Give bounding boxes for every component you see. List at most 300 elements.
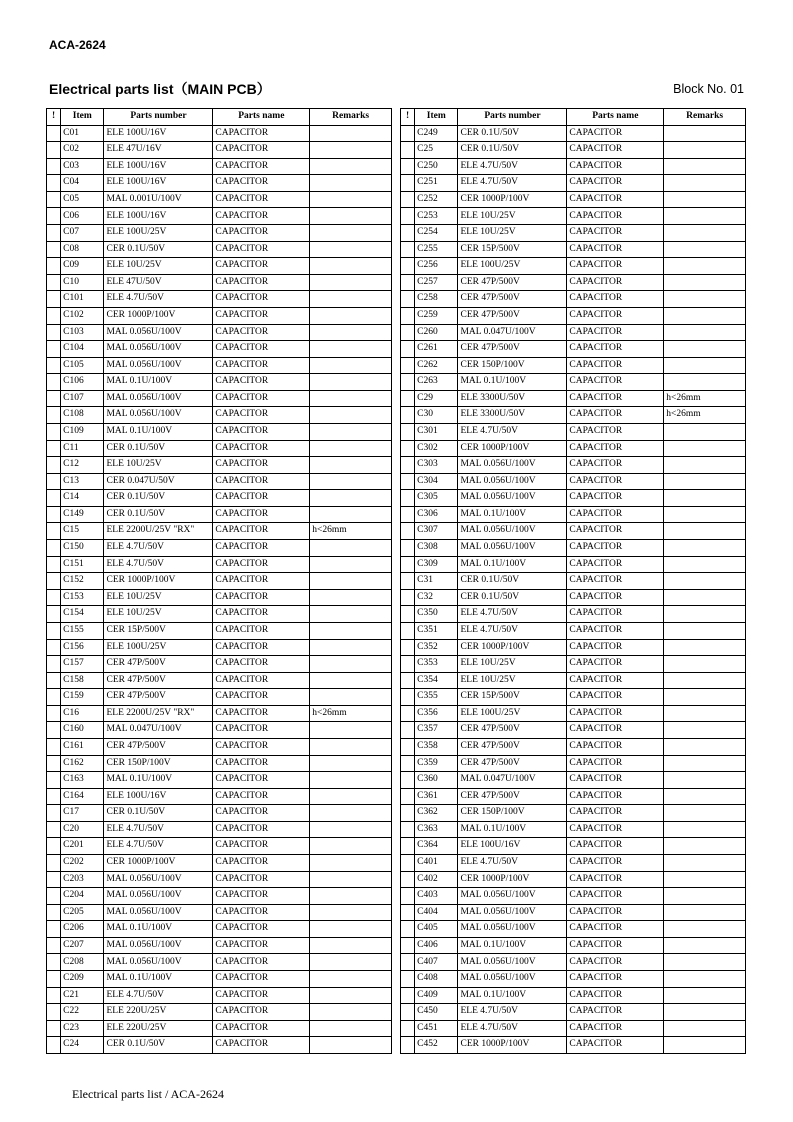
safety-mark-cell: [401, 589, 415, 606]
table-row: [47, 705, 392, 722]
safety-mark-cell: [47, 291, 61, 308]
parts-name-cell: CAPACITOR: [567, 523, 664, 540]
parts-name-cell: CAPACITOR: [567, 689, 664, 706]
parts-number-cell: ELE 4.7U/50V: [458, 1004, 567, 1021]
parts-number-cell: ELE 4.7U/50V: [458, 622, 567, 639]
remarks-cell: [664, 142, 746, 159]
item-cell: C154: [61, 606, 104, 623]
remarks-cell: [664, 937, 746, 954]
safety-mark-cell: [401, 374, 415, 391]
table-row: [401, 672, 746, 689]
parts-name-cell: CAPACITOR: [567, 341, 664, 358]
parts-number-cell: ELE 220U/25V: [104, 1020, 213, 1037]
parts-number-cell: ELE 10U/25V: [458, 672, 567, 689]
safety-mark-cell: [47, 722, 61, 739]
item-cell: C259: [415, 307, 458, 324]
parts-number-cell: MAL 0.1U/100V: [458, 506, 567, 523]
remarks-cell: [310, 407, 392, 424]
parts-number-cell: CER 0.1U/50V: [104, 506, 213, 523]
table-row: [47, 225, 392, 242]
parts-number-cell: ELE 4.7U/50V: [458, 175, 567, 192]
table-row: [401, 440, 746, 457]
parts-name-cell: CAPACITOR: [213, 821, 310, 838]
parts-name-cell: CAPACITOR: [213, 258, 310, 275]
item-cell: C104: [61, 341, 104, 358]
table-row: [401, 738, 746, 755]
safety-mark-cell: [47, 490, 61, 507]
safety-mark-cell: [47, 473, 61, 490]
parts-table-right: [400, 108, 746, 1054]
item-cell: C261: [415, 341, 458, 358]
safety-mark-cell: [47, 888, 61, 905]
parts-name-cell: CAPACITOR: [567, 556, 664, 573]
parts-name-cell: CAPACITOR: [213, 490, 310, 507]
parts-name-cell: CAPACITOR: [213, 473, 310, 490]
parts-name-cell: CAPACITOR: [567, 142, 664, 159]
parts-name-cell: CAPACITOR: [213, 639, 310, 656]
remarks-cell: [310, 324, 392, 341]
parts-name-cell: CAPACITOR: [213, 904, 310, 921]
table-row: [47, 158, 392, 175]
item-cell: C15: [61, 523, 104, 540]
safety-mark-cell: [47, 904, 61, 921]
table-row: [401, 307, 746, 324]
item-cell: C451: [415, 1020, 458, 1037]
parts-name-cell: CAPACITOR: [213, 772, 310, 789]
parts-number-cell: CER 47P/500V: [458, 722, 567, 739]
remarks-cell: [310, 722, 392, 739]
item-cell: C452: [415, 1037, 458, 1054]
table-row: [401, 490, 746, 507]
table-row: [47, 341, 392, 358]
parts-name-cell: CAPACITOR: [213, 656, 310, 673]
safety-mark-cell: [47, 622, 61, 639]
safety-mark-cell: [401, 324, 415, 341]
item-cell: C352: [415, 639, 458, 656]
item-cell: C160: [61, 722, 104, 739]
remarks-cell: [310, 821, 392, 838]
item-cell: C32: [415, 589, 458, 606]
page-title: Electrical parts list（MAIN PCB）: [49, 81, 271, 97]
table-row: [401, 639, 746, 656]
parts-name-cell: CAPACITOR: [567, 423, 664, 440]
parts-number-cell: CER 0.1U/50V: [458, 589, 567, 606]
parts-number-cell: ELE 100U/25V: [458, 258, 567, 275]
remarks-cell: [310, 788, 392, 805]
parts-name-cell: CAPACITOR: [567, 490, 664, 507]
item-cell: C254: [415, 225, 458, 242]
remarks-cell: [310, 540, 392, 557]
parts-name-cell: CAPACITOR: [567, 937, 664, 954]
parts-number-cell: MAL 0.056U/100V: [458, 904, 567, 921]
safety-mark-cell: [47, 540, 61, 557]
table-row: [47, 622, 392, 639]
item-cell: C161: [61, 738, 104, 755]
parts-number-cell: CER 1000P/100V: [458, 440, 567, 457]
table-row: [401, 705, 746, 722]
parts-name-cell: CAPACITOR: [567, 672, 664, 689]
item-cell: C03: [61, 158, 104, 175]
item-cell: C155: [61, 622, 104, 639]
safety-mark-cell: [401, 805, 415, 822]
item-cell: C358: [415, 738, 458, 755]
remarks-cell: [310, 987, 392, 1004]
parts-name-cell: CAPACITOR: [213, 738, 310, 755]
safety-mark-cell: [47, 672, 61, 689]
parts-name-cell: CAPACITOR: [213, 622, 310, 639]
parts-number-cell: MAL 0.047U/100V: [458, 772, 567, 789]
remarks-cell: h<26mm: [310, 523, 392, 540]
parts-number-cell: CER 47P/500V: [104, 689, 213, 706]
safety-mark-cell: [401, 954, 415, 971]
remarks-cell: [310, 374, 392, 391]
parts-number-cell: CER 1000P/100V: [458, 871, 567, 888]
table-row: [47, 1020, 392, 1037]
safety-mark-cell: [47, 689, 61, 706]
safety-mark-cell: [47, 738, 61, 755]
table-row: [401, 390, 746, 407]
table-row: [47, 1037, 392, 1054]
table-row: [47, 208, 392, 225]
parts-name-cell: CAPACITOR: [213, 440, 310, 457]
parts-number-cell: CER 0.1U/50V: [104, 440, 213, 457]
parts-name-cell: CAPACITOR: [567, 407, 664, 424]
item-cell: C153: [61, 589, 104, 606]
safety-mark-cell: [47, 324, 61, 341]
remarks-cell: [310, 606, 392, 623]
table-row: [401, 357, 746, 374]
safety-mark-cell: [401, 606, 415, 623]
item-cell: C157: [61, 656, 104, 673]
item-cell: C101: [61, 291, 104, 308]
item-cell: C354: [415, 672, 458, 689]
parts-number-cell: ELE 4.7U/50V: [458, 423, 567, 440]
item-cell: C362: [415, 805, 458, 822]
remarks-cell: [664, 440, 746, 457]
parts-number-cell: ELE 10U/25V: [104, 606, 213, 623]
safety-mark-cell: [401, 407, 415, 424]
item-cell: C301: [415, 423, 458, 440]
item-cell: C305: [415, 490, 458, 507]
parts-name-cell: CAPACITOR: [213, 937, 310, 954]
safety-mark-cell: [47, 772, 61, 789]
parts-number-cell: ELE 2200U/25V "RX": [104, 523, 213, 540]
remarks-cell: [310, 589, 392, 606]
column-header-parts-number: Parts number: [104, 109, 213, 126]
parts-name-cell: CAPACITOR: [567, 606, 664, 623]
safety-mark-cell: [47, 821, 61, 838]
safety-mark-cell: [401, 1004, 415, 1021]
item-cell: C262: [415, 357, 458, 374]
item-cell: C201: [61, 838, 104, 855]
parts-number-cell: CER 47P/500V: [458, 291, 567, 308]
parts-name-cell: CAPACITOR: [213, 556, 310, 573]
remarks-cell: [310, 639, 392, 656]
remarks-cell: h<26mm: [664, 390, 746, 407]
table-row: [401, 506, 746, 523]
remarks-cell: [664, 921, 746, 938]
parts-name-cell: CAPACITOR: [567, 838, 664, 855]
column-header-item: Item: [415, 109, 458, 126]
table-row: [401, 423, 746, 440]
remarks-cell: [664, 705, 746, 722]
table-row: [401, 971, 746, 988]
safety-mark-cell: [401, 1037, 415, 1054]
safety-mark-cell: [47, 705, 61, 722]
parts-number-cell: MAL 0.047U/100V: [104, 722, 213, 739]
table-row: [47, 473, 392, 490]
safety-mark-cell: [401, 556, 415, 573]
parts-name-cell: CAPACITOR: [213, 175, 310, 192]
parts-name-cell: CAPACITOR: [213, 341, 310, 358]
parts-name-cell: CAPACITOR: [567, 921, 664, 938]
parts-number-cell: MAL 0.056U/100V: [458, 490, 567, 507]
table-header-row: [47, 109, 392, 126]
table-row: [401, 175, 746, 192]
table-row: [401, 1037, 746, 1054]
safety-mark-cell: [47, 357, 61, 374]
parts-number-cell: MAL 0.056U/100V: [104, 954, 213, 971]
table-row: [401, 158, 746, 175]
parts-name-cell: CAPACITOR: [567, 738, 664, 755]
safety-mark-cell: [47, 225, 61, 242]
safety-mark-cell: [47, 274, 61, 291]
table-row: [47, 556, 392, 573]
parts-number-cell: CER 0.1U/50V: [104, 241, 213, 258]
item-cell: C302: [415, 440, 458, 457]
table-body: [47, 125, 392, 1053]
parts-name-cell: CAPACITOR: [567, 705, 664, 722]
safety-mark-cell: [401, 142, 415, 159]
parts-number-cell: ELE 100U/16V: [458, 838, 567, 855]
remarks-cell: [664, 656, 746, 673]
item-cell: C360: [415, 772, 458, 789]
safety-mark-cell: [47, 971, 61, 988]
remarks-cell: [664, 672, 746, 689]
parts-name-cell: CAPACITOR: [213, 225, 310, 242]
table-row: [401, 341, 746, 358]
remarks-cell: [310, 689, 392, 706]
safety-mark-cell: [401, 987, 415, 1004]
parts-number-cell: CER 1000P/100V: [458, 191, 567, 208]
table-row: [401, 473, 746, 490]
remarks-cell: [664, 506, 746, 523]
safety-mark-cell: [401, 705, 415, 722]
parts-number-cell: CER 150P/100V: [104, 755, 213, 772]
remarks-cell: [310, 423, 392, 440]
safety-mark-cell: [47, 987, 61, 1004]
table-row: [401, 755, 746, 772]
parts-number-cell: ELE 4.7U/50V: [104, 540, 213, 557]
remarks-cell: [310, 258, 392, 275]
remarks-cell: [664, 1037, 746, 1054]
column-header-item: Item: [61, 109, 104, 126]
remarks-cell: [664, 175, 746, 192]
item-cell: C263: [415, 374, 458, 391]
remarks-cell: [664, 523, 746, 540]
item-cell: C258: [415, 291, 458, 308]
table-row: [401, 656, 746, 673]
safety-mark-cell: [401, 490, 415, 507]
parts-number-cell: CER 47P/500V: [458, 307, 567, 324]
table-row: [47, 589, 392, 606]
table-row: [47, 772, 392, 789]
item-cell: C102: [61, 307, 104, 324]
parts-name-cell: CAPACITOR: [213, 921, 310, 938]
parts-number-cell: ELE 4.7U/50V: [104, 291, 213, 308]
parts-name-cell: CAPACITOR: [567, 722, 664, 739]
table-row: [401, 573, 746, 590]
table-row: [47, 987, 392, 1004]
table-row: [401, 274, 746, 291]
table-row: [401, 556, 746, 573]
safety-mark-cell: [47, 855, 61, 872]
parts-number-cell: ELE 10U/25V: [458, 208, 567, 225]
remarks-cell: [664, 838, 746, 855]
remarks-cell: [664, 871, 746, 888]
item-cell: C209: [61, 971, 104, 988]
remarks-cell: [664, 904, 746, 921]
page-footer: Electrical parts list / ACA-2624: [72, 1087, 224, 1101]
parts-number-cell: MAL 0.056U/100V: [458, 540, 567, 557]
item-cell: C162: [61, 755, 104, 772]
item-cell: C405: [415, 921, 458, 938]
table-row: [47, 656, 392, 673]
item-cell: C14: [61, 490, 104, 507]
safety-mark-cell: [401, 523, 415, 540]
remarks-cell: [664, 158, 746, 175]
item-cell: C22: [61, 1004, 104, 1021]
parts-number-cell: ELE 4.7U/50V: [458, 606, 567, 623]
safety-mark-cell: [47, 191, 61, 208]
safety-mark-cell: [47, 937, 61, 954]
parts-name-cell: CAPACITOR: [567, 307, 664, 324]
table-row: [401, 540, 746, 557]
item-cell: C204: [61, 888, 104, 905]
table-row: [47, 440, 392, 457]
item-cell: C308: [415, 540, 458, 557]
safety-mark-cell: [47, 755, 61, 772]
parts-name-cell: CAPACITOR: [213, 407, 310, 424]
item-cell: C158: [61, 672, 104, 689]
safety-mark-cell: [401, 755, 415, 772]
table-row: [47, 888, 392, 905]
remarks-cell: [664, 307, 746, 324]
parts-number-cell: ELE 4.7U/50V: [458, 1020, 567, 1037]
parts-number-cell: ELE 100U/25V: [104, 225, 213, 242]
table-row: [47, 175, 392, 192]
parts-number-cell: CER 1000P/100V: [458, 639, 567, 656]
table-row: [47, 357, 392, 374]
remarks-cell: [310, 622, 392, 639]
table-row: [401, 987, 746, 1004]
table-row: [47, 904, 392, 921]
item-cell: C156: [61, 639, 104, 656]
parts-number-cell: CER 47P/500V: [104, 738, 213, 755]
remarks-cell: [310, 390, 392, 407]
parts-number-cell: ELE 4.7U/50V: [104, 987, 213, 1004]
table-row: [401, 921, 746, 938]
parts-number-cell: ELE 47U/50V: [104, 274, 213, 291]
table-row: [401, 622, 746, 639]
parts-name-cell: CAPACITOR: [213, 142, 310, 159]
remarks-cell: [310, 175, 392, 192]
parts-number-cell: ELE 10U/25V: [104, 589, 213, 606]
parts-number-cell: CER 47P/500V: [458, 738, 567, 755]
safety-mark-cell: [401, 291, 415, 308]
remarks-cell: [664, 324, 746, 341]
safety-mark-cell: [47, 307, 61, 324]
item-cell: C304: [415, 473, 458, 490]
safety-mark-cell: [47, 175, 61, 192]
table-row: [401, 142, 746, 159]
remarks-cell: [664, 954, 746, 971]
remarks-cell: [664, 639, 746, 656]
table-row: [47, 258, 392, 275]
parts-name-cell: CAPACITOR: [567, 855, 664, 872]
item-cell: C109: [61, 423, 104, 440]
item-cell: C31: [415, 573, 458, 590]
item-cell: C260: [415, 324, 458, 341]
safety-mark-cell: [401, 208, 415, 225]
table-row: [47, 374, 392, 391]
parts-number-cell: MAL 0.1U/100V: [458, 987, 567, 1004]
parts-number-cell: MAL 0.1U/100V: [458, 374, 567, 391]
table-row: [47, 540, 392, 557]
parts-number-cell: ELE 4.7U/50V: [104, 838, 213, 855]
parts-number-cell: ELE 100U/16V: [104, 208, 213, 225]
table-row: [401, 805, 746, 822]
column-header-mark: !: [401, 109, 415, 126]
remarks-cell: [310, 855, 392, 872]
document-id: ACA-2624: [49, 38, 106, 52]
remarks-cell: [664, 457, 746, 474]
parts-name-cell: CAPACITOR: [213, 457, 310, 474]
remarks-cell: [664, 258, 746, 275]
remarks-cell: [664, 1004, 746, 1021]
parts-number-cell: ELE 100U/25V: [458, 705, 567, 722]
parts-name-cell: CAPACITOR: [213, 722, 310, 739]
parts-name-cell: CAPACITOR: [567, 821, 664, 838]
safety-mark-cell: [47, 423, 61, 440]
remarks-cell: [310, 142, 392, 159]
parts-number-cell: ELE 10U/25V: [458, 656, 567, 673]
item-cell: C108: [61, 407, 104, 424]
remarks-cell: [310, 954, 392, 971]
table-row: [401, 821, 746, 838]
safety-mark-cell: [401, 1020, 415, 1037]
item-cell: C164: [61, 788, 104, 805]
safety-mark-cell: [47, 954, 61, 971]
parts-number-cell: MAL 0.056U/100V: [104, 888, 213, 905]
item-cell: C350: [415, 606, 458, 623]
parts-number-cell: MAL 0.1U/100V: [104, 921, 213, 938]
item-cell: C409: [415, 987, 458, 1004]
item-cell: C403: [415, 888, 458, 905]
item-cell: C02: [61, 142, 104, 159]
remarks-cell: [310, 904, 392, 921]
item-cell: C406: [415, 937, 458, 954]
parts-number-cell: MAL 0.056U/100V: [104, 904, 213, 921]
parts-name-cell: CAPACITOR: [567, 622, 664, 639]
item-cell: C152: [61, 573, 104, 590]
parts-number-cell: ELE 100U/16V: [104, 158, 213, 175]
table-row: [47, 871, 392, 888]
table-row: [47, 457, 392, 474]
safety-mark-cell: [401, 738, 415, 755]
table-row: [47, 921, 392, 938]
parts-name-cell: CAPACITOR: [567, 390, 664, 407]
